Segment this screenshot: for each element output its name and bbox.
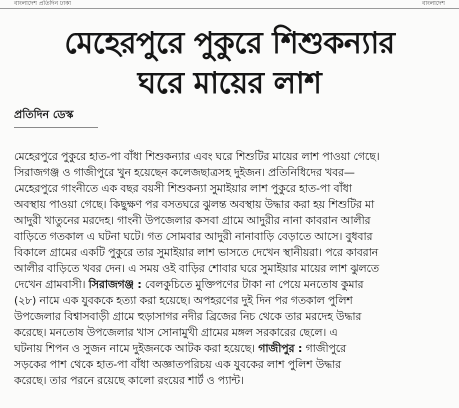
body-line-text: দেখেন গ্রামবাসী। [14,278,86,291]
body-line: বিকালে গ্রামের একটি পুকুরে তার সুমাইয়ার লাশ ভাসতে দেখেন স্থানীয়রা। পরে কাবরান [14,246,379,259]
byline-underline [14,127,98,128]
body-line: বাড়িতে গতকাল এ ঘটনা ঘটে। গত সোমবার আদুরী নানাবাড়ি বেড়াতে আসে। বুধবার [14,230,373,243]
body-line: সিরাজগঞ্জ ও গাজীপুরে খুন হয়েছেন কলেজছাত্রসহ দুইজন। প্রতিনিধিদের খবর— [14,166,355,179]
body-line: সড়কের পাশ থেকে হাত-পা বাঁধা অজ্ঞাতপরিচয় এক যুবকের লাশ পুলিশ উদ্ধার [14,358,341,371]
strip-left-text: বাংলাদেশ প্রতিদিন ঢাকা [14,0,72,7]
body-line: উপজেলার বিশ্বাসবাড়ী গ্রামে হুড়াসাগর নদীর ব্রিজের নিচ থেকে তার মরদেহ উদ্ধার [14,310,362,323]
body-line-text: বেলকুচিতে মুক্তিপণের টাকা না পেয়ে মনতোষ কুমার [144,278,364,291]
strip-right-text: বাংলাদেশ [422,0,445,7]
body-line: অবস্থায় পাওয়া গেছে। কিছুক্ষণ পর বসতঘরে ঝুলন্ত অবস্থায় উদ্ধার করা হয় শিশুটির মা [14,198,375,211]
previous-column-strip [0,0,459,9]
body-line: করেছে। তার পরনে রয়েছে কালো রংয়ের শার্ট ও প্যান্ট। [14,374,244,387]
subhead-sirajganj: সিরাজগঞ্জ : [88,278,142,291]
body-line-text: ঘটনায় শিপন ও সুজন নামে দুইজনকে আটক করা হয়েছে। [14,342,255,355]
body-line: (২৮) নামে এক যুবককে হত্যা করা হয়েছে। অপহরণের দুই দিন পর গতকাল পুলিশ [14,294,353,307]
headline-line-1: মেহেরপুরে পুকুরে শিশুকন্যার [64,26,395,61]
headline-line-2: ঘরে মায়ের লাশ [137,66,322,101]
byline: প্রতিদিন ডেস্ক [14,108,74,121]
body-line: আলীর বাড়িতে খবর দেন। এ সময় ওই বাড়ির শোবার ঘরে সুমাইয়ার মায়ের লাশ ঝুলতে [14,262,379,275]
body-line [14,341,454,357]
subhead-gazipur: গাজীপুর : [258,342,303,355]
body-line [14,277,454,293]
body-line-text: গাজীপুরে [305,342,346,355]
article-body [14,149,454,389]
body-line: আদুরী খাতুনের মরদেহ। গাংনী উপজেলার কসবা গ্রামে আদুরীর নানা কাবরান আলীর [14,214,371,227]
body-line: করেছে। মনতোষ উপজেলার খাস সোনামুখী গ্রামের মঙ্গল সরকারের ছেলে। এ [14,326,338,339]
body-line: মেহেরপুরে পুকুরে হাত-পা বাঁধা শিশুকন্যার এবং ঘরে শিশুটির মায়ের লাশ পাওয়া গেছে। [14,150,380,163]
article-headline [10,24,449,104]
body-line: মেহেরপুরে গাংনীতে এক বছর বয়সী শিশুকন্যা সুমাইয়ার লাশ পুকুরে হাত-পা বাঁধা [14,182,352,195]
